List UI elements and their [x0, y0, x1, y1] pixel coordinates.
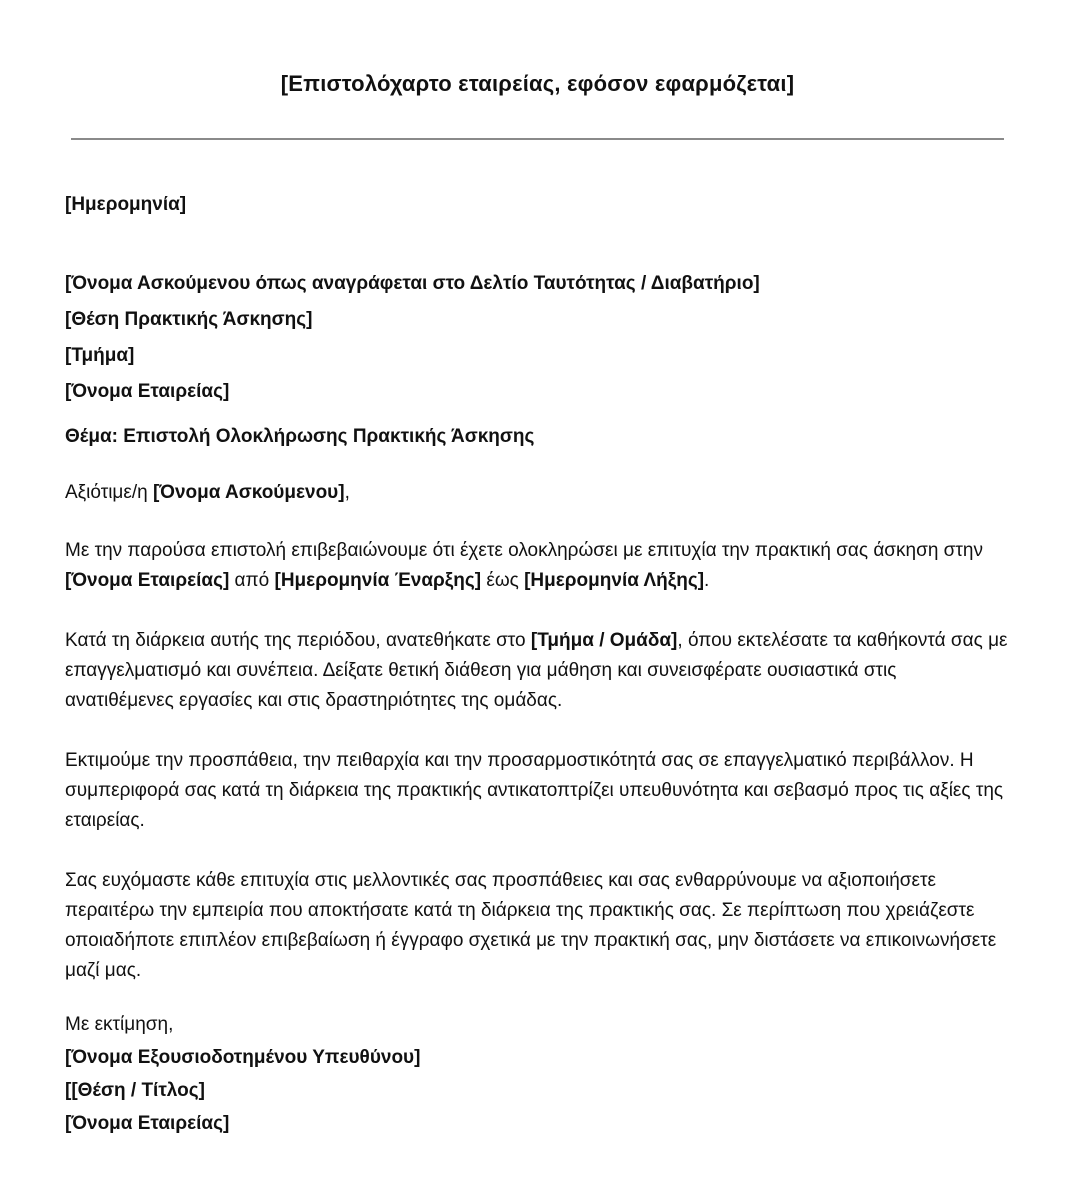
recipient-company-name: [Όνομα Εταιρείας]: [65, 381, 230, 402]
body-paragraph-completion: Με την παρούσα επιστολή επιβεβαιώνουμε ότι έχετε ολοκληρώσει με επιτυχία την πρακτική σας άσκηση στην [Όνομα Εταιρείας] από [Ημερομηνία Έναρξης] έως [Ημερομηνία Λήξης].: [65, 540, 983, 591]
recipient-internship-position: [Θέση Πρακτικής Άσκησης]: [65, 309, 313, 330]
body-paragraph-wishes: Σας ευχόμαστε κάθε επιτυχία στις μελλοντικές σας προσπάθειες και σας ενθαρρύνουμε να αξιοποιήσετε περαιτέρω την εμπειρία που αποκτήσατε κατά τη διάρκεια της πρακτικής σας. Σε περίπτωση που χρειάζεστε οποιαδήποτε επιπλέον επιβεβαίωση ή έγγραφο σχετικά με την πρακτική σας, μην διστάσετε να επικοινωνήσετε μαζί μας.: [65, 870, 997, 981]
recipient-block: [65, 266, 1010, 410]
letterhead-divider: [71, 138, 1004, 140]
signature-company-name: [Όνομα Εταιρείας]: [65, 1113, 230, 1134]
recipient-trainee-name: [Όνομα Ασκούμενου όπως αναγράφεται στο Δελτίο Ταυτότητας / Διαβατήριο]: [65, 273, 760, 294]
body-paragraph-appreciation: Εκτιμούμε την προσπάθεια, την πειθαρχία και την προσαρμοστικότητά σας σε επαγγελματικό περιβάλλον. Η συμπεριφορά σας κατά τη διάρκεια της πρακτικής αντικατοπτρίζει υπευθυνότητα και σεβασμό προς τις αξίες της εταιρείας.: [65, 750, 1004, 831]
body-paragraph-assignment: Κατά τη διάρκεια αυτής της περιόδου, ανατεθήκατε στο [Τμήμα / Ομάδα], όπου εκτελέσατε τα καθήκοντά σας με επαγγελματισμό και συνέπεια. Δείξατε θετική διάθεση για μάθηση και συνεισφέρατε ουσιαστικά στις ανατιθέμενες εργασίες και στις δραστηριότητες της ομάδας.: [65, 630, 1008, 711]
letterhead-placeholder: [Επιστολόχαρτο εταιρείας, εφόσον εφαρμόζεται]: [280, 71, 795, 96]
subject-line: Θέμα: Επιστολή Ολοκλήρωσης Πρακτικής Άσκησης: [65, 426, 535, 447]
recipient-department: [Τμήμα]: [65, 345, 135, 366]
closing-block: [65, 1008, 1010, 1140]
signature-authorized-person: [Όνομα Εξουσιοδοτημένου Υπευθύνου]: [65, 1047, 421, 1068]
valediction: Με εκτίμηση,: [65, 1014, 174, 1035]
signature-position-title: [[Θέση / Τίτλος]: [65, 1080, 205, 1101]
date-line: [Ημερομηνία]: [65, 194, 187, 215]
salutation: Αξιότιμε/η [Όνομα Ασκούμενου],: [65, 482, 350, 503]
